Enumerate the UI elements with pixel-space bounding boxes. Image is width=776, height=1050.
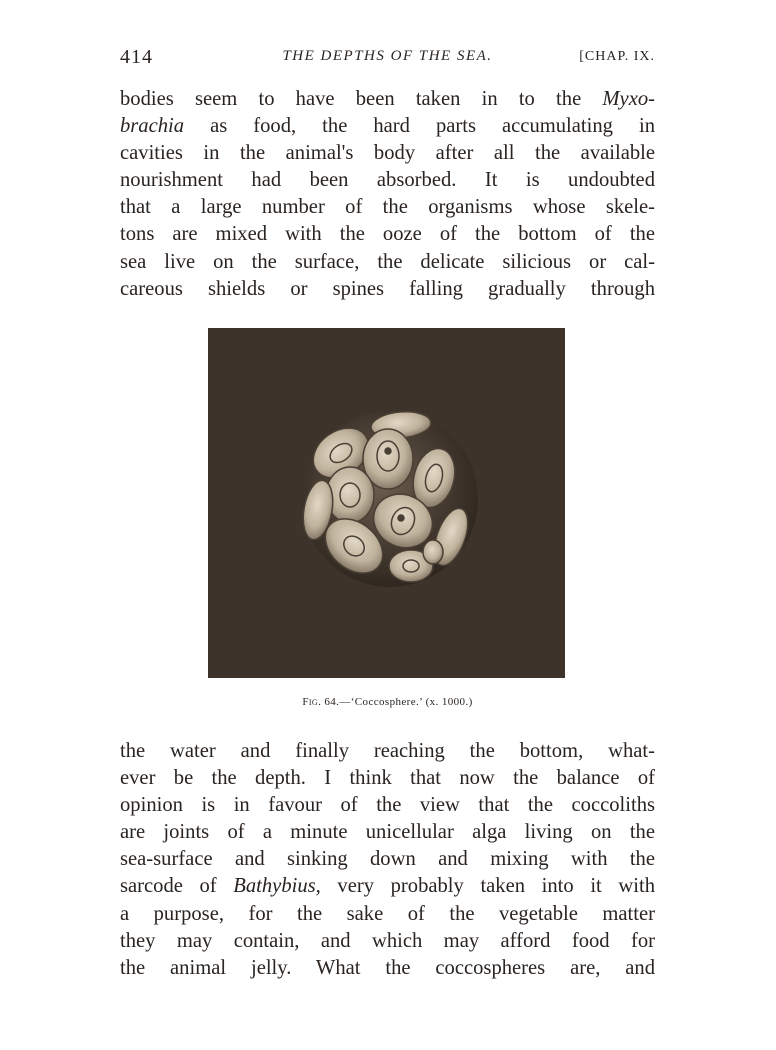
coccosphere-illustration [208, 328, 565, 678]
coccosphere-figure [208, 328, 565, 678]
running-title: THE DEPTHS OF THE SEA. [282, 48, 493, 64]
text-line: sea-surface and sinking down and mixing with the [120, 848, 655, 871]
figure-caption [120, 696, 655, 708]
text-line: nourishment had been absorbed. It is undoubted [120, 169, 655, 192]
caption-title: —‘Coccosphere.’ [339, 696, 423, 708]
text-line: that a large number of the organisms whose skele- [120, 196, 655, 219]
text-line: bodies seem to have been taken in to the Myxo- [120, 88, 655, 110]
text-line: they may contain, and which may afford food for [120, 929, 655, 952]
body-text-bottom [120, 738, 655, 982]
caption-scale: (x. 1000.) [425, 696, 473, 708]
caption-prefix: Fig. 64. [302, 696, 340, 708]
text-line: cavities in the animal's body after all the available [120, 142, 655, 165]
text-line: careous shields or spines falling gradually through [120, 277, 655, 300]
text-line: sarcode of Bathybius, very probably taken into it with [120, 875, 655, 898]
text-line: the water and finally reaching the bottom, what- [120, 740, 655, 762]
page-number: 414 [120, 46, 153, 68]
text-line: the animal jelly. What the coccospheres are, and [120, 956, 655, 979]
text-line: ever be the depth. I think that now the balance of [120, 767, 655, 790]
text-line: opinion is in favour of the view that the coccoliths [120, 794, 655, 817]
text-line: are joints of a minute unicellular alga living on the [120, 821, 655, 844]
body-text-top [120, 86, 655, 303]
text-line: sea live on the surface, the delicate silicious or cal- [120, 250, 655, 273]
text-line: brachia as food, the hard parts accumulating in [120, 115, 655, 138]
running-head [120, 46, 655, 74]
chapter-reference: [CHAP. IX. [579, 49, 655, 64]
text-line: tons are mixed with the ooze of the bottom of the [120, 223, 655, 246]
text-line: a purpose, for the sake of the vegetable matter [120, 902, 655, 925]
